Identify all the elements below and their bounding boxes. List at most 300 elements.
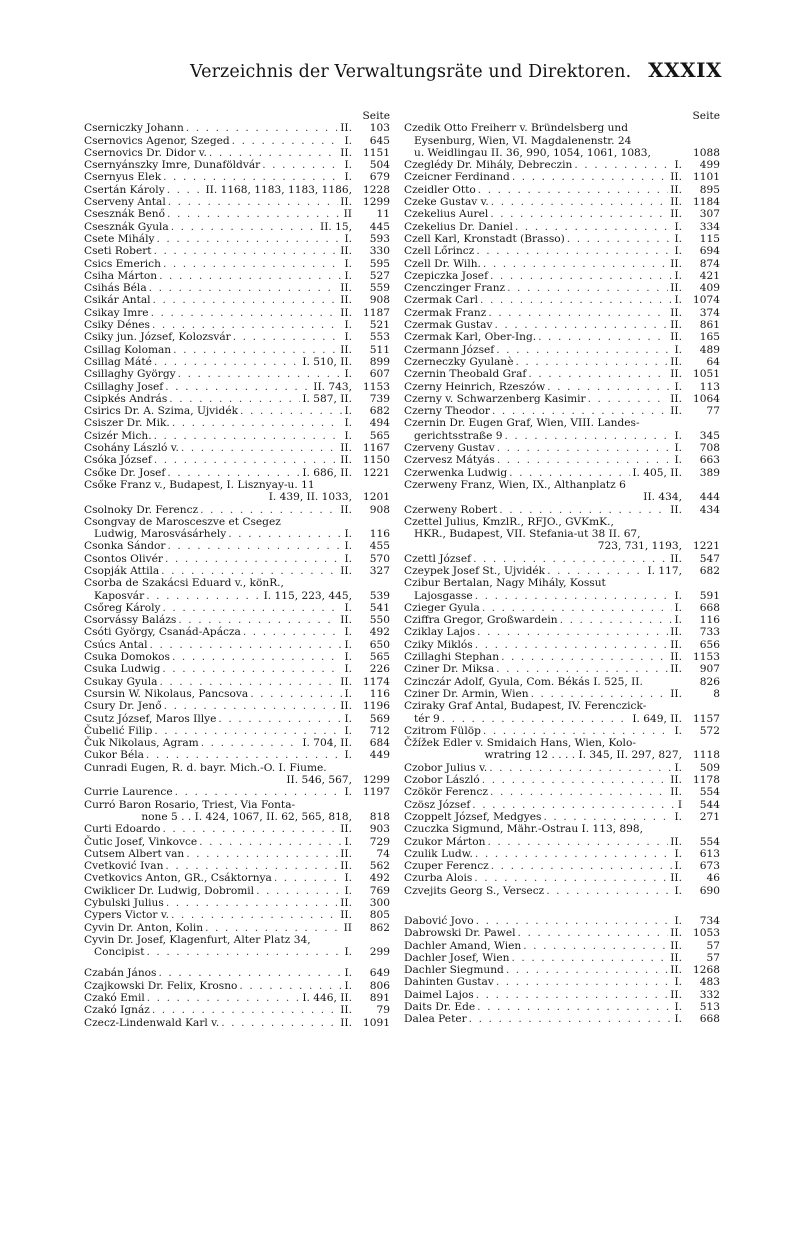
index-entry xyxy=(84,565,390,577)
entry-name: Csernyus Elek xyxy=(84,171,162,184)
index-entry xyxy=(84,196,390,208)
leader-dots xyxy=(162,823,338,835)
entry-name: Czeke Gustav v. xyxy=(404,196,489,209)
entry-volume-ref: II. xyxy=(670,257,682,270)
entry-name: Csontos Olivér xyxy=(84,552,163,565)
index-entry xyxy=(404,799,720,811)
index-entry xyxy=(404,1001,720,1013)
entry-page: 907 xyxy=(699,663,720,676)
entry-page: 1299 xyxy=(363,196,390,209)
leader-dots xyxy=(560,614,673,626)
entry-name: Czvejits Georg S., Versecz xyxy=(404,884,545,897)
index-entry xyxy=(84,553,390,565)
leader-dots xyxy=(494,319,668,331)
index-entry xyxy=(404,860,720,872)
entry-page: 8 xyxy=(713,687,720,700)
index-entry xyxy=(404,270,720,282)
entry-page: 663 xyxy=(699,454,720,467)
entry-page: 862 xyxy=(369,921,390,934)
entry-page: 103 xyxy=(369,122,390,135)
entry-name: Csukay Gyula xyxy=(84,675,158,688)
entry-volume-ref: I. xyxy=(344,159,352,172)
entry-name: Czerwenka Ludwig xyxy=(404,466,508,479)
index-entry xyxy=(84,381,390,393)
entry-page: 334 xyxy=(699,220,720,233)
index-entry xyxy=(84,725,390,737)
entry-page: 1268 xyxy=(693,964,720,977)
entry-volume-ref: I. xyxy=(674,860,682,873)
entry-name: Čuk Nikolaus, Agram xyxy=(84,737,199,750)
entry-volume-ref: I. xyxy=(674,761,682,774)
entry-page: 1088 xyxy=(693,146,720,159)
entry-name: Cziner Dr. Armin, Wien xyxy=(404,687,529,700)
entry-volume-ref: II. xyxy=(670,319,682,332)
entry-page: 1151 xyxy=(363,146,390,159)
leader-dots xyxy=(169,393,300,405)
index-entry xyxy=(84,848,390,860)
index-entry xyxy=(84,663,390,675)
leader-dots xyxy=(499,504,668,516)
entry-page: 444 xyxy=(699,491,720,504)
entry-name: Dalea Peter xyxy=(404,1013,467,1026)
entry-volume-ref: II. xyxy=(340,897,352,909)
entry-volume-ref: I. xyxy=(674,847,682,860)
entry-volume-ref: II. xyxy=(670,786,682,799)
entry-name: Csohány László v. xyxy=(84,442,179,455)
entry-name: Czibur Bertalan, Nagy Mihály, Kossut xyxy=(404,577,606,590)
index-entry xyxy=(84,934,390,946)
index-entry xyxy=(84,454,390,466)
leader-dots xyxy=(243,626,343,638)
entry-name: Czobor László xyxy=(404,774,480,787)
entry-name: Csőke Franz v., Budapest, I. Lisznyay-u. 11 xyxy=(84,478,315,491)
entry-name: Cserveny Antal xyxy=(84,196,166,209)
entry-page: 553 xyxy=(369,331,390,344)
entry-volume-ref: I. xyxy=(344,368,352,381)
index-entry xyxy=(404,196,720,208)
entry-name: Czeglédy Dr. Mihály, Debreczin xyxy=(404,159,573,172)
entry-page: 539 xyxy=(369,589,390,602)
entry-name: Csonka Sándor xyxy=(84,540,166,553)
entry-name: Czajkowski Dr. Felix, Krosno xyxy=(84,979,238,992)
entry-name: Dahinten Gustav xyxy=(404,976,494,989)
index-entry xyxy=(404,688,720,700)
index-entry xyxy=(84,922,390,934)
leader-dots xyxy=(475,848,673,860)
entry-volume-ref: I. 510, II. xyxy=(302,355,352,368)
index-entry xyxy=(84,688,390,700)
entry-name: Czermak Karl, Ober-Ing. xyxy=(404,331,537,344)
leader-dots xyxy=(200,504,338,516)
entry-volume-ref: I. xyxy=(674,232,682,245)
leader-dots xyxy=(167,540,342,552)
entry-name: Czermak Carl xyxy=(404,294,479,307)
leader-dots xyxy=(154,356,301,368)
entry-name: Csernyánszky Imre, Dunaföldvár xyxy=(84,159,261,172)
entry-name: Daimel Lajos xyxy=(404,988,474,1001)
entry-name: Czekelius Aurel xyxy=(404,208,489,221)
entry-page: 690 xyxy=(699,884,720,897)
entry-page: 1064 xyxy=(693,392,720,405)
entry-name: Czermak Gustav xyxy=(404,319,493,332)
index-entry xyxy=(404,577,720,589)
leader-dots xyxy=(515,356,668,368)
leader-dots xyxy=(491,860,673,872)
entry-volume-ref: II. xyxy=(340,196,352,209)
entry-page: 708 xyxy=(699,442,720,455)
leader-dots xyxy=(218,713,342,725)
entry-page: 330 xyxy=(369,245,390,258)
leader-dots xyxy=(147,992,301,1004)
entry-page: 492 xyxy=(369,626,390,639)
entry-page: 559 xyxy=(369,282,390,295)
leader-dots xyxy=(205,922,342,934)
entry-name: Csirics Dr. A. Szima, Ujvidék xyxy=(84,405,239,418)
entry-page: 903 xyxy=(369,823,390,836)
entry-volume-ref: I. xyxy=(674,294,682,307)
entry-volume-ref: I. 117, xyxy=(647,564,682,577)
entry-volume-ref: I. xyxy=(344,651,352,664)
entry-page: 521 xyxy=(369,319,390,332)
entry-name: Curró Baron Rosario, Triest, Via Fonta- xyxy=(84,798,296,811)
index-entry xyxy=(84,737,390,749)
index-entry xyxy=(404,952,720,964)
index-entry xyxy=(404,565,720,577)
leader-dots xyxy=(501,651,668,663)
leader-dots xyxy=(159,676,338,688)
index-entry xyxy=(404,940,720,952)
leader-dots xyxy=(240,405,342,417)
entry-name: Csóti György, Csanád-Apácza xyxy=(84,626,241,639)
leader-dots xyxy=(171,909,338,921)
entry-name: Csihás Béla xyxy=(84,282,147,295)
entry-name: Czitrom Fülöp xyxy=(404,724,481,737)
entry-page: 682 xyxy=(699,564,720,577)
entry-name: gerichtsstraße 9 xyxy=(414,429,503,442)
leader-dots xyxy=(518,927,669,939)
page-number: XXXIX xyxy=(648,58,722,82)
leader-dots xyxy=(523,940,668,952)
index-entry xyxy=(404,989,720,1001)
entry-volume-ref: I. xyxy=(344,663,352,676)
index-entry xyxy=(404,454,720,466)
entry-page: 46 xyxy=(706,872,720,885)
index-entry xyxy=(84,713,390,725)
entry-page: 572 xyxy=(699,724,720,737)
entry-page: 116 xyxy=(369,687,390,700)
entry-name: Cserniczky Johann xyxy=(84,122,184,135)
entry-name: Csiha Márton xyxy=(84,269,158,282)
index-entry xyxy=(404,184,720,196)
entry-volume-ref: I. xyxy=(344,552,352,565)
entry-page: 826 xyxy=(699,675,720,688)
index-entry xyxy=(84,258,390,270)
seite-label: Seite xyxy=(362,110,390,122)
index-entry xyxy=(84,221,390,233)
index-entry xyxy=(84,245,390,257)
leader-dots xyxy=(487,836,668,848)
leader-dots xyxy=(531,688,669,700)
leader-dots xyxy=(154,454,338,466)
entry-name: Czerny v. Schwarzenberg Kasimir xyxy=(404,392,586,405)
entry-name: Czernin Theobald Graf xyxy=(404,368,527,381)
index-entry xyxy=(84,405,390,417)
entry-name: Dabović Jovo xyxy=(404,915,474,927)
entry-name: Csőreg Károly xyxy=(84,601,161,614)
entry-volume-ref: II. xyxy=(340,503,352,516)
index-entry xyxy=(84,356,390,368)
entry-volume-ref: II. xyxy=(340,245,352,258)
entry-volume-ref: II. xyxy=(670,964,682,977)
leader-dots xyxy=(509,467,630,479)
entry-name: Csikár Antal xyxy=(84,294,151,307)
index-entry xyxy=(84,897,390,909)
leader-dots xyxy=(172,417,343,429)
index-entry xyxy=(84,393,390,405)
index-entry xyxy=(84,430,390,442)
entry-page: 1174 xyxy=(363,675,390,688)
leader-dots xyxy=(159,967,343,979)
entry-name: Czinczár Adolf, Gyula, Com. Békás I. 525, II. xyxy=(404,675,643,688)
leader-dots xyxy=(547,565,645,577)
index-entry xyxy=(84,836,390,848)
entry-page: 908 xyxy=(369,503,390,516)
entry-page: 861 xyxy=(699,319,720,332)
entry-page: 562 xyxy=(369,860,390,873)
index-entry-continuation xyxy=(404,540,720,552)
leader-dots xyxy=(482,602,673,614)
index-entry xyxy=(404,479,720,491)
index-entry xyxy=(404,147,720,159)
index-entry xyxy=(404,381,720,393)
entry-name: Csuka Ludwig xyxy=(84,663,161,676)
entry-volume-ref: I. xyxy=(344,884,352,897)
entry-page: 565 xyxy=(369,429,390,442)
entry-name: Cyvin Dr. Anton, Kolin xyxy=(84,921,204,934)
entry-page: 806 xyxy=(369,979,390,992)
entry-page: 345 xyxy=(699,429,720,442)
entry-page: 1201 xyxy=(363,491,390,504)
entry-name: Csuka Domokos xyxy=(84,651,170,664)
entry-page: 1051 xyxy=(693,368,720,381)
entry-volume-ref: II. xyxy=(340,454,352,467)
entry-volume-ref: I. xyxy=(344,405,352,418)
index-entry xyxy=(404,208,720,220)
entry-volume-ref: II. xyxy=(340,847,352,860)
index-entry xyxy=(404,651,720,663)
index-entry xyxy=(84,676,390,688)
entry-volume-ref: II. xyxy=(670,638,682,651)
leader-dots xyxy=(167,184,204,196)
entry-page: 550 xyxy=(369,614,390,627)
entry-page: 1118 xyxy=(693,749,720,762)
entry-volume-ref: I. 649, II. xyxy=(632,712,682,725)
index-entry xyxy=(84,319,390,331)
entry-name: Czulik Ludw. xyxy=(404,847,473,860)
index-entry xyxy=(84,368,390,380)
entry-volume-ref: II. xyxy=(670,687,682,700)
entry-name: Concipist xyxy=(94,946,145,959)
entry-page: 455 xyxy=(369,540,390,553)
entry-name: Csesznák Benő xyxy=(84,208,166,221)
entry-name: Lajosgasse xyxy=(414,589,473,602)
entry-name: Czermak Franz xyxy=(404,306,487,319)
entry-name: Csiky jun. József, Kolozsvár xyxy=(84,331,231,344)
entry-name: Cukor Béla xyxy=(84,749,144,762)
leader-dots xyxy=(496,663,668,675)
entry-page: 511 xyxy=(369,343,390,356)
index-entry xyxy=(84,516,390,528)
entry-page: 226 xyxy=(369,663,390,676)
entry-page: 684 xyxy=(369,737,390,750)
entry-volume-ref: II. xyxy=(340,122,352,135)
entry-volume-ref: II xyxy=(343,208,352,221)
entry-page: 77 xyxy=(706,405,720,418)
entry-name: Csesznák Gyula xyxy=(84,220,169,233)
entry-volume-ref: I. xyxy=(674,810,682,823)
entry-name: Ludwig, Marosvásárhely xyxy=(94,528,227,541)
entry-name: Csizér Mich. xyxy=(84,429,152,442)
entry-page: 874 xyxy=(699,257,720,270)
entry-name: Czedik Otto Freiherr v. Bründelsberg und xyxy=(404,122,629,135)
entry-volume-ref: I. 587, II. xyxy=(302,392,352,405)
entry-page: 332 xyxy=(699,988,720,1001)
leader-dots xyxy=(172,651,342,663)
entry-volume-ref: II. xyxy=(340,343,352,356)
entry-name: Cziky Miklós xyxy=(404,638,473,651)
leader-dots xyxy=(201,737,301,749)
index-column-right xyxy=(404,110,720,1026)
index-entry xyxy=(84,823,390,835)
entry-name: HKR., Budapest, VII. Stefania-ut 38 II. 67, xyxy=(414,528,641,541)
index-entry xyxy=(404,848,720,860)
index-entry xyxy=(404,393,720,405)
entry-name: Csete Mihály xyxy=(84,232,155,245)
index-entry-continuation xyxy=(84,590,390,602)
entry-name: Czecz-Lindenwald Karl v. xyxy=(84,1016,220,1029)
entry-continuation-text: II. 434, xyxy=(643,491,682,504)
entry-name: Csillaghy György xyxy=(84,368,176,381)
entry-page: 483 xyxy=(699,976,720,989)
leader-dots xyxy=(543,811,672,823)
index-entry xyxy=(404,233,720,245)
leader-dots xyxy=(476,245,672,257)
entry-page: 908 xyxy=(369,294,390,307)
entry-continuation-text: 723, 731, 1193, xyxy=(597,540,682,553)
entry-page: 409 xyxy=(699,282,720,295)
entry-name: Cwiklicer Dr. Ludwig, Dobromil xyxy=(84,884,255,897)
entry-name: Czerny Theodor xyxy=(404,405,490,418)
entry-page: 299 xyxy=(369,946,390,959)
index-entry xyxy=(84,159,390,171)
leader-dots xyxy=(165,553,342,565)
leader-dots xyxy=(489,762,672,774)
index-entry xyxy=(404,122,720,134)
entry-name: Dachler Siegmund xyxy=(404,964,504,977)
entry-volume-ref: II. xyxy=(340,700,352,713)
entry-volume-ref: I. xyxy=(344,331,352,344)
entry-page: 649 xyxy=(369,967,390,980)
entry-volume-ref: II. xyxy=(670,988,682,1001)
entry-volume-ref: II. xyxy=(670,552,682,565)
index-entry xyxy=(84,504,390,516)
leader-dots xyxy=(472,799,676,811)
leader-dots xyxy=(483,258,668,270)
entry-name: Czerneczky Gyulanè xyxy=(404,355,514,368)
leader-dots xyxy=(567,233,673,245)
entry-page: 1184 xyxy=(693,196,720,209)
entry-page: 712 xyxy=(369,724,390,737)
entry-page: 818 xyxy=(369,810,390,823)
leader-dots xyxy=(506,964,668,976)
entry-volume-ref: II. xyxy=(670,282,682,295)
entry-volume-ref: I. xyxy=(344,232,352,245)
entry-page: 434 xyxy=(699,503,720,516)
entry-page: 1150 xyxy=(363,454,390,467)
entry-name: Csőke Dr. Josef xyxy=(84,466,166,479)
entry-name: Čžížek Edler v. Smidaich Hans, Wien, Kolo- xyxy=(404,737,636,750)
index-entry xyxy=(84,651,390,663)
leader-dots xyxy=(165,381,311,393)
leader-dots xyxy=(146,590,261,602)
section-gap xyxy=(84,958,390,967)
entry-continuation-text: none 5 . . I. 424, 1067, II. 62, 565, 818, xyxy=(141,810,352,823)
index-entry xyxy=(404,927,720,939)
entry-volume-ref: I. xyxy=(344,134,352,147)
index-entry xyxy=(404,639,720,651)
entry-volume-ref: II. xyxy=(340,675,352,688)
entry-page: 895 xyxy=(699,183,720,196)
entry-page: 547 xyxy=(699,552,720,565)
entry-page: 513 xyxy=(699,1001,720,1014)
entry-page: 1101 xyxy=(693,171,720,184)
index-entry xyxy=(404,417,720,429)
index-entry xyxy=(404,258,720,270)
entry-page: 374 xyxy=(699,306,720,319)
index-entry xyxy=(84,967,390,979)
entry-name: Czervesz Mátyás xyxy=(404,454,495,467)
entry-page: 1221 xyxy=(693,540,720,553)
entry-volume-ref: II. xyxy=(670,663,682,676)
leader-dots xyxy=(149,282,339,294)
index-entry-continuation xyxy=(404,590,720,602)
index-entry xyxy=(84,749,390,761)
seite-label: Seite xyxy=(692,110,720,122)
index-entry xyxy=(84,872,390,884)
leader-dots xyxy=(496,344,672,356)
entry-name: Kaposvár xyxy=(94,589,145,602)
entry-page: 271 xyxy=(699,810,720,823)
entry-name: Csikay Imre xyxy=(84,306,149,319)
leader-dots xyxy=(151,307,339,319)
leader-dots xyxy=(475,590,673,602)
entry-name: Cvetkovics Anton, GR., Csáktornya xyxy=(84,872,272,885)
leader-dots xyxy=(168,196,339,208)
entry-name: Dabrowski Dr. Pawel xyxy=(404,927,516,940)
entry-page: 74 xyxy=(376,847,390,860)
leader-dots xyxy=(186,122,338,134)
entry-volume-ref: I. xyxy=(344,540,352,553)
entry-name: Csillag Máté xyxy=(84,355,152,368)
entry-name: Czuper Ferencz xyxy=(404,860,489,873)
index-entry xyxy=(84,307,390,319)
leader-dots xyxy=(164,700,339,712)
entry-name: Daits Dr. Ede xyxy=(404,1001,476,1014)
entry-volume-ref: I. xyxy=(344,319,352,332)
entry-volume-ref: I. xyxy=(674,1013,682,1026)
entry-name: Czeidler Otto xyxy=(404,183,476,196)
entry-name: Czekelius Dr. Daniel xyxy=(404,220,513,233)
